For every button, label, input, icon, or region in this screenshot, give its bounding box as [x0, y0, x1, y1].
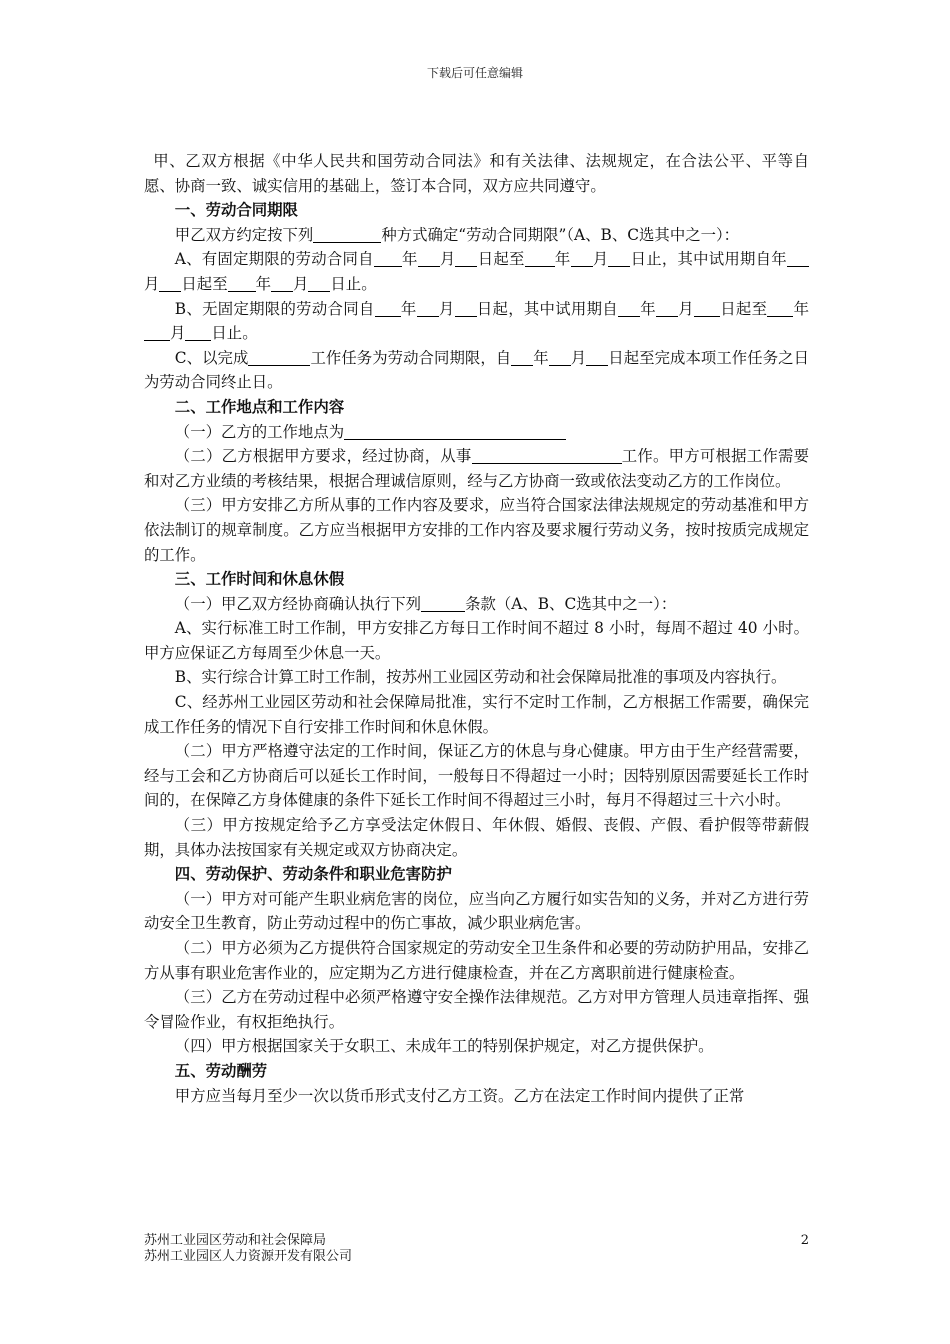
- section-4-para-3: （三）乙方在劳动过程中必须严格遵守安全操作法律规范。乙方对甲方管理人员违章指挥、强令冒险作业，有权拒绝执行。: [144, 988, 809, 1031]
- fill-blank[interactable]: [656, 299, 678, 317]
- text: 月: [144, 274, 160, 293]
- section-5-title: 五、劳动酬劳: [174, 1061, 268, 1080]
- fill-blank[interactable]: [248, 348, 310, 366]
- section-5-para-1: 甲方应当每月至少一次以货币形式支付乙方工资。乙方在法定工作时间内提供了正常: [174, 1086, 745, 1105]
- footer-org-1: 苏州工业园区劳动和社会保障局: [144, 1233, 327, 1248]
- text: 年: [401, 250, 418, 269]
- text: 月: [592, 250, 609, 269]
- text: 年: [639, 299, 656, 318]
- fill-blank[interactable]: [421, 594, 465, 612]
- text: 年: [533, 348, 549, 367]
- fill-blank[interactable]: [694, 299, 720, 317]
- fill-blank[interactable]: [586, 348, 608, 366]
- text: 日起，其中试用期自: [476, 299, 618, 318]
- text: 年: [255, 274, 271, 293]
- text: 日止。: [330, 274, 377, 293]
- fill-blank[interactable]: [308, 274, 330, 292]
- fill-blank[interactable]: [159, 274, 181, 292]
- fill-blank[interactable]: [375, 299, 401, 317]
- section-3-option-a: A、实行标准工时工作制，甲方安排乙方每日工作时间不超过 8 小时，每周不超过 40 小时。甲方应保证乙方每周至少休息一天。: [144, 619, 809, 662]
- section-3-title: 三、工作时间和休息休假: [174, 570, 345, 589]
- text: 年: [400, 299, 417, 318]
- section-1-option-a: [144, 247, 809, 296]
- text: （一）乙方的工作地点为: [174, 422, 345, 441]
- fill-blank[interactable]: [271, 274, 293, 292]
- section-2-para-1: [144, 420, 809, 445]
- text: 日止。: [211, 324, 258, 343]
- text: 日止，其中试用期自: [630, 250, 772, 269]
- page-footer: [144, 1233, 809, 1265]
- text: 条款（A、B、C选其中之一）：: [465, 594, 677, 613]
- text: 日起至: [181, 274, 228, 293]
- section-1-para-1: [144, 223, 809, 248]
- section-1-option-b: [144, 297, 809, 346]
- text: 月: [293, 274, 309, 293]
- text: 年: [793, 299, 809, 318]
- page-number: 2: [800, 1233, 809, 1248]
- fill-blank[interactable]: [571, 249, 593, 267]
- text: B、无固定期限的劳动合同自: [174, 299, 375, 318]
- fill-blank[interactable]: [374, 249, 402, 267]
- document-body: [144, 149, 809, 1108]
- fill-blank[interactable]: [418, 249, 440, 267]
- section-2-para-3: （三）甲方安排乙方所从事的工作内容及要求，应当符合国家法律法规规定的劳动基准和甲方依法制订的规章制度。乙方应当根据甲方安排的工作内容及要求履行劳动义务，按时按质完成规定的工作。: [144, 496, 809, 564]
- text: 月: [170, 324, 186, 343]
- intro-paragraph: 甲、乙双方根据《中华人民共和国劳动合同法》和有关法律、法规规定，在合法公平、平等自愿、协商一致、诚实信用的基础上，签订本合同，双方应共同遵守。: [144, 152, 809, 195]
- fill-blank[interactable]: [455, 249, 477, 267]
- text: 日起至: [719, 299, 768, 318]
- footer-org-2: 苏州工业园区人力资源开发有限公司: [144, 1249, 353, 1264]
- text: （一）甲乙双方经协商确认执行下列: [174, 594, 422, 613]
- section-4-para-2: （二）甲方必须为乙方提供符合国家规定的劳动安全卫生条件和必要的劳动防护用品，安排乙方从事有职业危害作业的，应定期为乙方进行健康检查，并在乙方离职前进行健康检查。: [144, 939, 809, 982]
- fill-blank[interactable]: [344, 422, 566, 440]
- section-2-para-2: [144, 444, 809, 493]
- text: 月: [438, 299, 455, 318]
- text: 工作任务为劳动合同期限，自: [310, 348, 512, 367]
- fill-blank[interactable]: [313, 225, 381, 243]
- section-1-option-c: [144, 346, 809, 395]
- section-3-para-1: [144, 592, 809, 617]
- text: （二）乙方根据甲方要求，经过协商，从事: [174, 447, 472, 466]
- section-2-title: 二、工作地点和工作内容: [174, 397, 345, 416]
- fill-blank[interactable]: [608, 249, 630, 267]
- fill-blank[interactable]: [417, 299, 439, 317]
- section-4-para-4: （四）甲方根据国家关于女职工、未成年工的特别保护规定，对乙方提供保护。: [174, 1037, 714, 1056]
- text: 日起至完成本项工作任务之日为劳动合同终止日。: [144, 348, 809, 392]
- text: 年: [554, 250, 571, 269]
- section-3-para-3: （三）甲方按规定给予乙方享受法定休假日、年休假、婚假、丧假、产假、看护假等带薪假期，具体办法按国家有关规定或双方协商决定。: [144, 816, 809, 859]
- text: A、有固定期限的劳动合同自: [174, 250, 374, 269]
- section-3-option-c: C、经苏州工业园区劳动和社会保障局批准，实行不定时工作制，乙方根据工作需要，确保完成工作任务的情况下自行安排工作时间和休息休假。: [144, 693, 809, 736]
- text: 月: [677, 299, 694, 318]
- fill-blank[interactable]: [787, 249, 809, 267]
- fill-blank[interactable]: [455, 299, 477, 317]
- section-3-option-b: B、实行综合计算工时工作制，按苏州工业园区劳动和社会保障局批准的事项及内容执行。: [174, 668, 787, 687]
- text: 日起至: [477, 250, 525, 269]
- text: 月: [570, 348, 587, 367]
- fill-blank[interactable]: [472, 446, 622, 464]
- text: 月: [439, 250, 456, 269]
- section-4-title: 四、劳动保护、劳动条件和职业危害防护: [174, 865, 452, 884]
- section-3-para-2: （二）甲方严格遵守法定的工作时间，保证乙方的休息与身心健康。甲方由于生产经营需要，经与工会和乙方协商后可以延长工作时间，一般每日不得超过一小时；因特别原因需要延长工作时间的，在保障乙方身体健康的条件下延长工作时间不得超过三小时，每月不得超过三十六小时。: [144, 742, 809, 810]
- text: 年: [771, 250, 787, 269]
- fill-blank[interactable]: [549, 348, 571, 366]
- text: C、以完成: [174, 348, 249, 367]
- fill-blank[interactable]: [767, 299, 793, 317]
- section-1-title: 一、劳动合同期限: [174, 201, 298, 220]
- fill-blank[interactable]: [144, 323, 170, 341]
- text: 甲乙双方约定按下列: [174, 225, 314, 244]
- section-4-para-1: （一）甲方对可能产生职业病危害的岗位，应当向乙方履行如实告知的义务，并对乙方进行劳动安全卫生教育，防止劳动过程中的伤亡事故，减少职业病危害。: [144, 889, 809, 933]
- fill-blank[interactable]: [185, 323, 211, 341]
- fill-blank[interactable]: [511, 348, 533, 366]
- fill-blank[interactable]: [618, 299, 640, 317]
- fill-blank[interactable]: [228, 274, 256, 292]
- fill-blank[interactable]: [525, 249, 555, 267]
- text: 种方式确定“劳动合同期限”（A、B、C选其中之一）：: [381, 225, 740, 244]
- page-header: 下载后可任意编辑: [426, 66, 523, 80]
- text: 工作。甲方可根据工作需要和对乙方业绩的考核结果，根据合理诚信原则，经与乙方协商一致或依法变动乙方的工作岗位。: [144, 447, 809, 490]
